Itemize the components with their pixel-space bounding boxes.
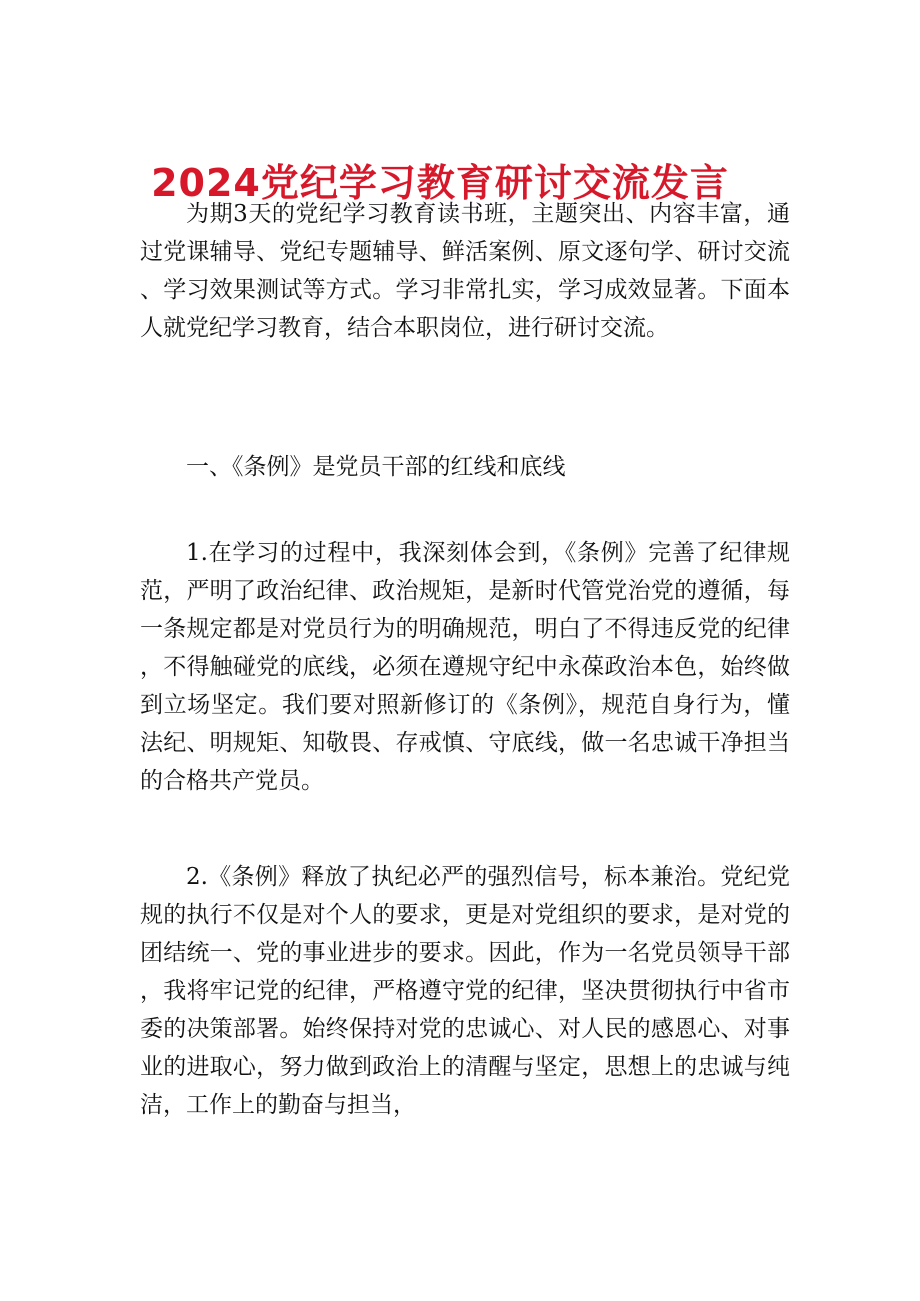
- body-paragraph-2: 2.《条例》释放了执纪必严的强烈信号，标本兼治。党纪党规的执行不仅是对个人的要求，更是对党组织的要求，是对党的团结统一、党的事业进步的要求。因此，作为一名党员领导干部，我将牢记党的纪律，严格遵守党的纪律，坚决贯彻执行中省市委的决策部署。始终保持对党的忠诚心、对人民的感恩心、对事业的进取心，努力做到政治上的清醒与坚定，思想上的忠诚与纯洁，工作上的勤奋与担当，: [140, 864, 790, 1118]
- document-title: 2024党纪学习教育研讨交流发言: [151, 161, 729, 206]
- intro-paragraph: 为期3天的党纪学习教育读书班，主题突出、内容丰富，通过党课辅导、党纪专题辅导、鲜活案例、原文逐句学、研讨交流、学习效果测试等方式。学习非常扎实，学习成效显著。下面本人就党纪学习教育，结合本职岗位，进行研讨交流。: [140, 201, 790, 341]
- section-heading: 一、《条例》是党员干部的红线和底线: [186, 454, 566, 480]
- body-paragraph-1: 1.在学习的过程中，我深刻体会到，《条例》完善了纪律规范，严明了政治纪律、政治规矩，是新时代管党治党的遵循，每一条规定都是对党员行为的明确规范，明白了不得违反党的纪律，不得触碰党的底线，必须在遵规守纪中永葆政治本色，始终做到立场坚定。我们要对照新修订的《条例》，规范自身行为，懂法纪、明规矩、知敬畏、存戒慎、守底线，做一名忠诚干净担当的合格共产党员。: [140, 540, 790, 794]
